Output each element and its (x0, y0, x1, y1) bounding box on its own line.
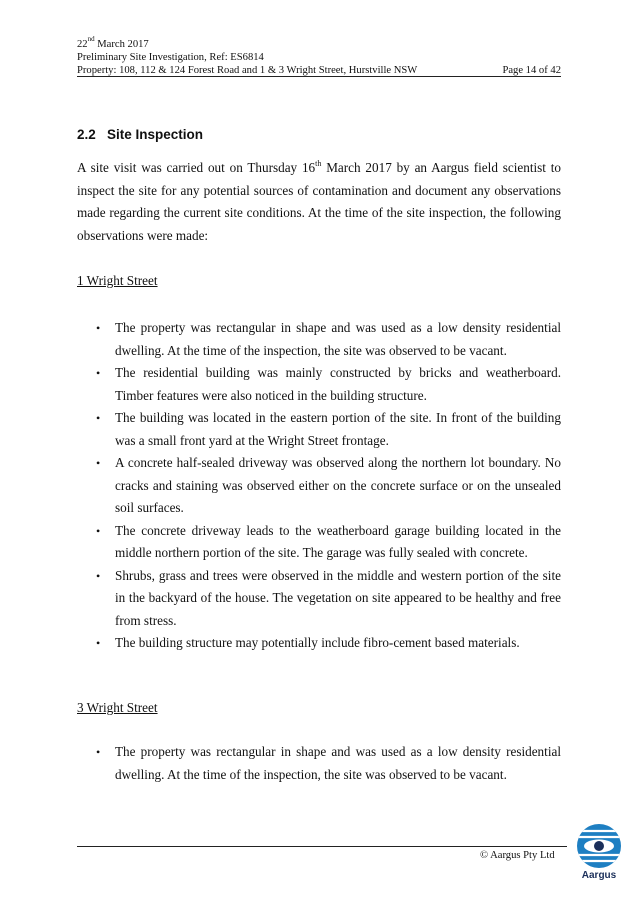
bullet-icon: • (96, 366, 101, 380)
list-item (77, 362, 561, 407)
footer-copyright: © Aargus Pty Ltd (480, 850, 555, 861)
page-header (77, 35, 561, 77)
header-divider (77, 76, 561, 77)
bullet-icon: • (96, 456, 101, 470)
footer-divider (77, 846, 567, 847)
bullet-icon: • (96, 636, 101, 650)
list-item-text: The building structure may potentially include fibro-cement based materials. (115, 635, 520, 650)
subheading-1-wright-street: 1 Wright Street (77, 273, 158, 288)
header-page-number: Page 14 of 42 (502, 65, 561, 76)
bullet-list-3-wright-street (77, 741, 561, 786)
list-item-text: The property was rectangular in shape and was used as a low density residential dwelling. At the time of the inspection, the site was observed to be vacant. (115, 320, 561, 358)
list-item-text: The residential building was mainly constructed by bricks and weatherboard. Timber features were also noticed in the building structure. (115, 365, 561, 403)
intro-superscript: th (315, 158, 322, 168)
list-item (77, 520, 561, 565)
logo-text: Aargus (581, 870, 617, 881)
intro-part2: March 2017 by an Aargus field scientist to inspect the site for any potential sources of contamination and document any observations made regarding the current site conditions. At the time of the site inspection, the following observations were made: (77, 160, 561, 243)
list-item-text: The building was located in the eastern portion of the site. In front of the building was a small front yard at the Wright Street frontage. (115, 410, 561, 448)
list-item-text: The concrete driveway leads to the weatherboard garage building located in the middle northern portion of the site. The garage was fully sealed with concrete. (115, 522, 561, 560)
list-item (77, 452, 561, 520)
bullet-icon: • (96, 745, 101, 759)
aargus-logo (573, 822, 625, 886)
list-item (77, 741, 561, 786)
list-item (77, 317, 561, 362)
section-number: 2.2 (77, 127, 96, 142)
header-date-day: 22 (77, 39, 88, 50)
subheading-3-wright-street: 3 Wright Street (77, 700, 158, 715)
header-date-rest: March 2017 (94, 39, 149, 50)
list-item (77, 407, 561, 452)
section-heading (77, 127, 203, 142)
list-item (77, 565, 561, 633)
list-item-text: The property was rectangular in shape and was used as a low density residential dwelling. At the time of the inspection, the site was observed to be vacant. (115, 744, 561, 782)
list-item-text: A concrete half-sealed driveway was observed along the northern lot boundary. No cracks and staining was observed either on the concrete surface or on the unsealed soil surfaces. (115, 455, 561, 515)
section-title: Site Inspection (107, 127, 204, 142)
header-date-suffix: nd (87, 35, 95, 44)
intro-paragraph (77, 157, 561, 247)
aargus-globe-logo-icon (573, 822, 625, 870)
bullet-icon: • (96, 523, 101, 538)
bullet-list-1-wright-street (77, 317, 561, 655)
list-item-text: Shrubs, grass and trees were observed in the middle and western portion of the site in the backyard of the house. The vegetation on site appeared to be healthy and free from stress. (115, 567, 561, 628)
header-date (77, 35, 561, 51)
bullet-icon: • (96, 568, 101, 583)
bullet-icon: • (96, 411, 101, 425)
bullet-icon: • (96, 321, 101, 335)
list-item (77, 632, 561, 655)
intro-part1: A site visit was carried out on Thursday 16 (77, 160, 316, 175)
header-report-title: Preliminary Site Investigation, Ref: ES6814 (77, 52, 264, 63)
header-property: Property: 108, 112 & 124 Forest Road and 1 & 3 Wright Street, Hurstville NSW (77, 65, 418, 76)
